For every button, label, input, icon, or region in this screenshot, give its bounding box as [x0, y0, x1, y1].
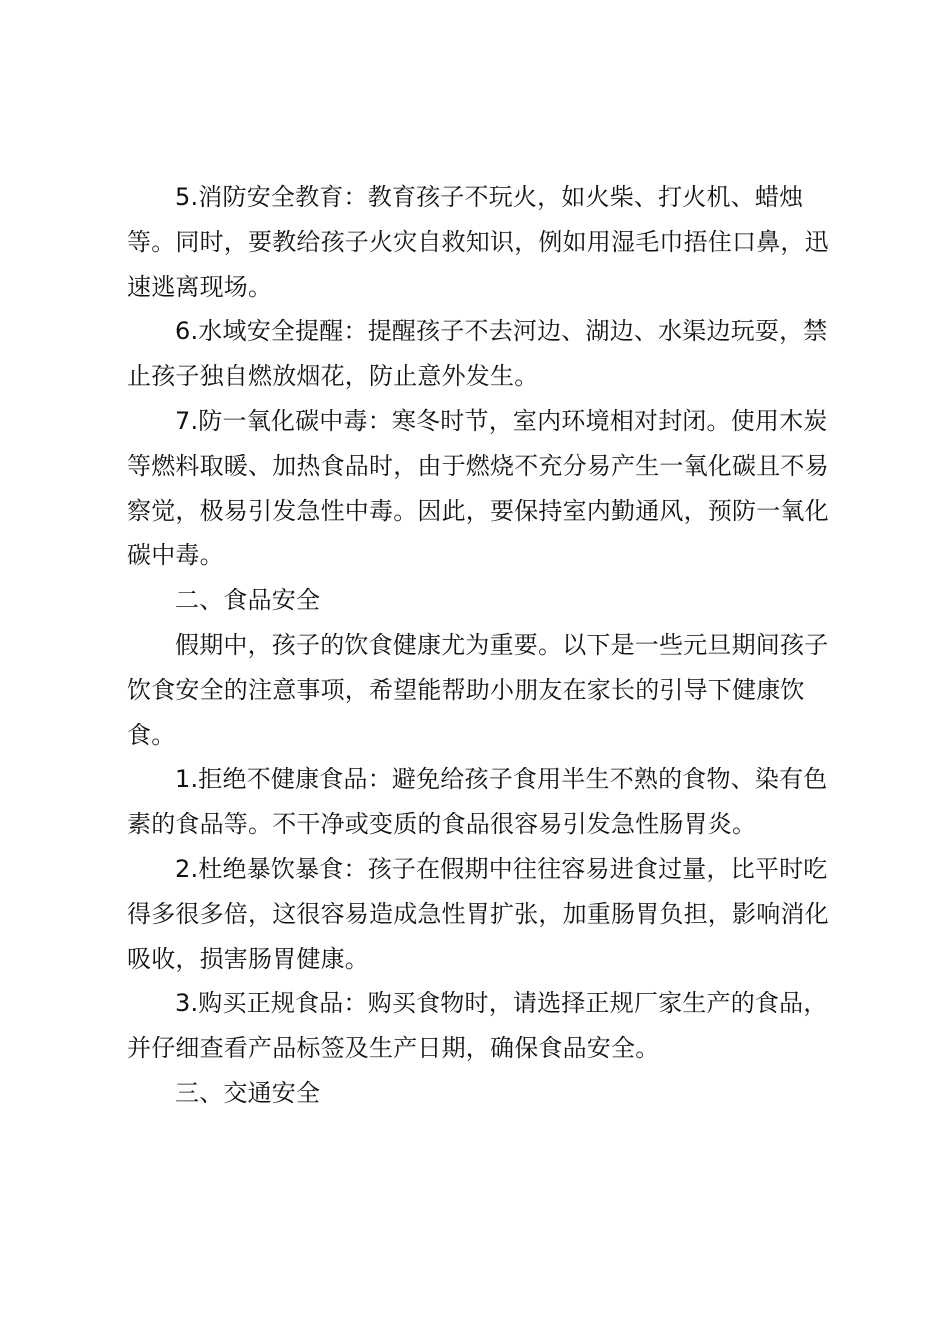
document-body — [127, 175, 847, 1116]
section-heading-traffic-safety: 三、交通安全 — [175, 1078, 321, 1107]
paragraph-food-intro: 假期中，孩子的饮食健康尤为重要。以下是一些元旦期间孩子饮食安全的注意事项，希望能帮助小朋友在家长的引导下健康饮食。 — [127, 630, 829, 749]
paragraph-unhealthy-food: 1.拒绝不健康食品：避免给孩子食用半生不熟的食物、染有色素的食品等。不干净或变质的食品很容易引发急性肠胃炎。 — [127, 765, 828, 839]
paragraph-water-safety: 6.水域安全提醒：提醒孩子不去河边、湖边、水渠边玩耍，禁止孩子独自燃放烟花，防止意外发生。 — [127, 317, 828, 391]
section-heading-food-safety: 二、食品安全 — [175, 586, 321, 615]
paragraph-overeating: 2.杜绝暴饮暴食：孩子在假期中往往容易进食过量，比平时吃得多很多倍，这很容易造成急性胃扩张，加重肠胃负担，影响消化吸收，损害肠胃健康。 — [127, 854, 829, 973]
paragraph-carbon-monoxide: 7.防一氧化碳中毒：寒冬时节，室内环境相对封闭。使用木炭等燃料取暖、加热食品时，由于燃烧不充分易产生一氧化碳且不易察觉，极易引发急性中毒。因此，要保持室内勤通风，预防一氧化碳中毒。 — [127, 406, 829, 570]
paragraph-regular-food: 3.购买正规食品：购买食物时，请选择正规厂家生产的食品，并仔细查看产品标签及生产日期，确保食品安全。 — [127, 989, 828, 1063]
paragraph-fire-safety: 5.消防安全教育：教育孩子不玩火，如火柴、打火机、蜡烛等。同时，要教给孩子火灾自救知识，例如用湿毛巾捂住口鼻，迅速逃离现场。 — [127, 183, 829, 301]
